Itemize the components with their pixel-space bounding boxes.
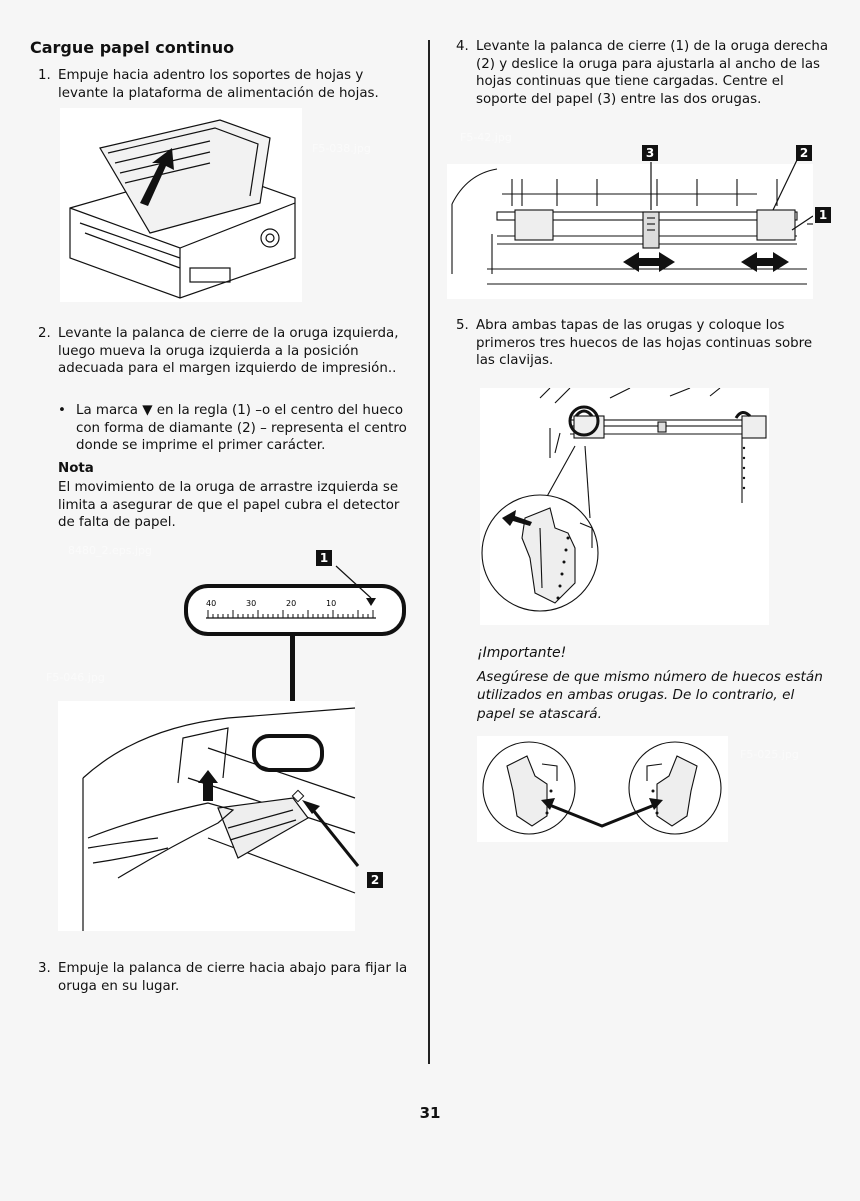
- callout-3-badge: 3: [642, 145, 658, 161]
- note-text: El movimiento de la oruga de arrastre izquierda se limita a asegurar de que el papel cubra el detector de falta de papel.: [58, 480, 400, 531]
- ruler-tick-label: 30: [246, 599, 257, 608]
- note-heading: Nota: [58, 461, 94, 476]
- callout-1-badge: 1: [815, 207, 831, 223]
- tractor-adjust-figure: [447, 144, 813, 299]
- step-number: 5.: [456, 318, 469, 333]
- column-divider: [428, 40, 430, 1064]
- printer-illustration: [60, 108, 302, 302]
- ruler-tick-label: 10: [326, 599, 337, 608]
- matching-holes-figure: [477, 736, 728, 842]
- step-number: 2.: [38, 326, 51, 341]
- important-heading: ¡Importante!: [477, 645, 567, 661]
- step-2: [38, 325, 413, 378]
- step-text: Levante la palanca de cierre (1) de la oruga derecha (2) y deslice la oruga para ajustarla al ancho de las hojas continuas que tiene cargadas. Centre el soporte del papel (3) entre las dos orugas.: [476, 39, 829, 107]
- sprocket-pins-illustration: [480, 388, 769, 625]
- bullet-text: La marca ▼ en la regla (1) –o el centro del hueco con forma de diamante (2) – representa el centro donde se imprime el primer carácter.: [76, 403, 407, 454]
- bullet-marker: •: [58, 403, 66, 418]
- step-number: 1.: [38, 68, 51, 83]
- ruler-tick-label: 40: [206, 599, 217, 608]
- ruler-tick-label: 20: [286, 599, 297, 608]
- step-text: Empuje la palanca de cierre hacia abajo para fijar la oruga en su lugar.: [58, 961, 408, 994]
- callout-1-badge: 1: [316, 550, 332, 566]
- figure-filename: 8480_2.eps.jpg: [68, 544, 152, 557]
- step-5: [456, 317, 831, 370]
- bullet-item: [58, 402, 418, 455]
- page-number: 31: [419, 1104, 441, 1122]
- step-text: Abra ambas tapas de las orugas y coloque los primeros tres huecos de las hojas continuas sobre las clavijas.: [476, 318, 813, 369]
- step-number: 3.: [38, 961, 51, 976]
- figure-filename: F5-025.jpg: [740, 748, 799, 761]
- step-text: Empuje hacia adentro los soportes de hojas y levante la plataforma de alimentación de hojas.: [58, 68, 379, 101]
- figure-filename: F5-046.jpg: [46, 671, 105, 684]
- tractor-adjust-illustration: [447, 144, 813, 299]
- callout-2-badge: 2: [367, 872, 383, 888]
- step-1: [38, 67, 413, 102]
- figure-filename: F5-038.jpg: [312, 142, 371, 155]
- important-text: Asegúrese de que mismo número de huecos están utilizados en ambas orugas. De lo contrario, el papel se atascará.: [477, 669, 823, 722]
- tractor-ruler-illustration: [58, 548, 410, 933]
- tractor-ruler-figure: [58, 548, 410, 933]
- step-text: Levante la palanca de cierre de la oruga izquierda, luego mueva la oruga izquierda a la posición adecuada para el margen izquierdo de impresión..: [58, 326, 399, 377]
- section-title: Cargue papel continuo: [30, 38, 235, 57]
- step-3: [38, 960, 413, 995]
- sprocket-pins-figure: [480, 388, 769, 625]
- printer-platform-figure: [60, 108, 302, 302]
- callout-2-badge: 2: [796, 145, 812, 161]
- step-4: [456, 38, 831, 108]
- step-number: 4.: [456, 39, 469, 54]
- figure-filename: F5-42.jpg: [460, 131, 512, 144]
- matching-holes-illustration: [477, 736, 728, 842]
